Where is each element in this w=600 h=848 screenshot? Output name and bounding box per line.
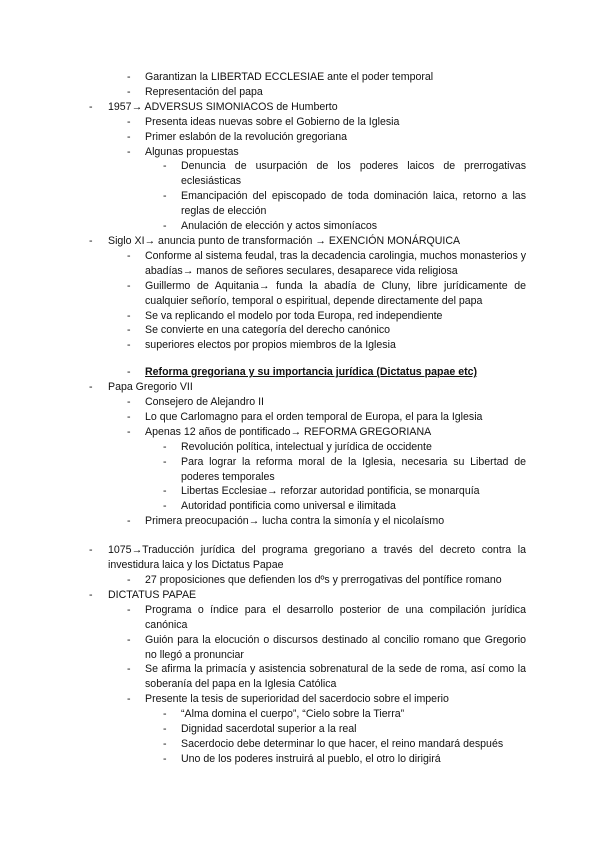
bullet-dash: -: [163, 220, 167, 233]
bullet-dash: -: [89, 381, 93, 394]
bullet-dash: -: [127, 145, 131, 158]
list-item: [0, 603, 600, 633]
bullet-dash: -: [127, 130, 131, 143]
list-item: [0, 722, 600, 737]
list-item-text: Emancipación del episcopado de toda dominación laica, retorno a las reglas de elección: [181, 190, 526, 218]
list-item-text: Uno de los poderes instruirá al pueblo, el otro lo dirigirá: [181, 752, 441, 765]
bullet-dash: -: [127, 279, 131, 292]
list-item-text: Conforme al sistema feudal, tras la decadencia carolingia, muchos monasterios y abadías→ manos de señores seculares, desaparece vida religiosa: [145, 249, 526, 277]
list-item-text: Para lograr la reforma moral de la Iglesia, necesaria su Libertad de poderes temporales: [181, 455, 526, 483]
bullet-dash: -: [163, 500, 167, 513]
list-item: [0, 588, 600, 603]
list-item: [0, 219, 600, 234]
bullet-dash: -: [127, 249, 131, 262]
section-heading: [0, 365, 600, 380]
bullet-dash: -: [127, 410, 131, 423]
list-item: [0, 752, 600, 767]
list-item-text: Dignidad sacerdotal superior a la real: [181, 723, 357, 736]
list-item-text: Presenta ideas nuevas sobre el Gobierno de la Iglesia: [145, 115, 400, 128]
list-item: [0, 425, 600, 440]
bullet-dash: -: [127, 366, 131, 379]
bullet-dash: -: [163, 160, 167, 173]
bullet-dash: -: [163, 737, 167, 750]
list-item-text: Se afirma la primacía y asistencia sobrenatural de la sede de roma, así como la soberanía del papa en la Iglesia Católica: [145, 663, 526, 691]
bullet-dash: -: [127, 396, 131, 409]
list-item-text: Revolución política, intelectual y jurídica de occidente: [181, 440, 432, 453]
list-item: [0, 85, 600, 100]
list-item-text: Guión para la elocución o discursos destinado al concilio romano que Gregorio no llegó a pronunciar: [145, 633, 526, 661]
list-item: [0, 440, 600, 455]
list-item: [0, 514, 600, 529]
bullet-dash: -: [127, 633, 131, 646]
list-item-text: Papa Gregorio VII: [108, 381, 193, 394]
list-item-text: Reforma gregoriana y su importancia jurídica (Dictatus papae etc): [145, 366, 478, 379]
bullet-dash: -: [127, 309, 131, 322]
bullet-dash: -: [127, 85, 131, 98]
bullet-dash: -: [163, 723, 167, 736]
list-item: [0, 279, 600, 309]
list-item-text: Anulación de elección y actos simoníacos: [181, 220, 378, 233]
bullet-dash: -: [163, 455, 167, 468]
list-item: [0, 692, 600, 707]
blank-line: [0, 529, 600, 543]
list-item-text: Programa o índice para el desarrollo posterior de una compilación jurídica canónica: [145, 603, 526, 631]
list-item: [0, 395, 600, 410]
bullet-dash: -: [89, 544, 93, 557]
list-item-text: Se va replicando el modelo por toda Europa, red independiente: [145, 309, 443, 322]
bullet-dash: -: [89, 588, 93, 601]
list-item: [0, 249, 600, 279]
bullet-dash: -: [127, 574, 131, 586]
list-item-text: Algunas propuestas: [145, 145, 239, 158]
list-item: [0, 309, 600, 324]
list-item: [0, 234, 600, 249]
list-item: [0, 145, 600, 160]
bullet-dash: -: [127, 663, 131, 676]
list-item: [0, 323, 600, 338]
list-item: [0, 543, 600, 573]
list-item: [0, 662, 600, 692]
list-item-text: Representación del papa: [145, 85, 263, 98]
list-item-text: Apenas 12 años de pontificado→ REFORMA GREGORIANA: [145, 425, 432, 438]
list-item: [0, 633, 600, 663]
bullet-dash: -: [163, 485, 167, 498]
list-item: [0, 410, 600, 425]
list-item-text: 1075→Traducción jurídica del programa gregoriano a través del decreto contra la investidura laica y los Dictatus Papae: [108, 544, 526, 572]
bullet-dash: -: [127, 425, 131, 438]
bullet-dash: -: [127, 115, 131, 128]
list-item: [0, 707, 600, 722]
blank-line: [0, 353, 600, 365]
list-item: [0, 455, 600, 485]
list-item-text: Autoridad pontificia como universal e ilimitada: [181, 500, 396, 513]
list-item: [0, 100, 600, 115]
list-item-text: superiores electos por propios miembros de la Iglesia: [145, 339, 396, 352]
bullet-dash: -: [127, 603, 131, 616]
list-item: [0, 159, 600, 189]
bullet-dash: -: [127, 71, 131, 83]
bullet-dash: -: [163, 752, 167, 765]
list-item-text: Garantizan la LIBERTAD ECCLESIAE ante el poder temporal: [145, 71, 434, 83]
list-item: [0, 70, 600, 85]
list-item-text: DICTATUS PAPAE: [108, 588, 197, 601]
bullet-dash: -: [127, 339, 131, 352]
list-item-text: Se convierte en una categoría del derecho canónico: [145, 324, 391, 337]
bullet-dash: -: [89, 100, 93, 113]
bullet-dash: -: [127, 515, 131, 528]
bullet-dash: -: [163, 708, 167, 721]
list-item-text: “Alma domina el cuerpo”, “Cielo sobre la Tierra”: [181, 708, 405, 721]
list-item-text: Siglo XI→ anuncia punto de transformación → EXENCIÓN MONÁRQUICA: [108, 234, 461, 247]
list-item-text: 27 proposiciones que defienden los dºs y prerrogativas del pontífice romano: [145, 574, 502, 586]
bullet-dash: -: [89, 234, 93, 247]
list-item: [0, 484, 600, 499]
list-item-text: 1957→ ADVERSUS SIMONIACOS de Humberto: [108, 100, 338, 113]
list-item: [0, 737, 600, 752]
list-item-text: Lo que Carlomagno para el orden temporal de Europa, el para la Iglesia: [145, 410, 483, 423]
bullet-dash: -: [127, 693, 131, 706]
bullet-dash: -: [163, 190, 167, 203]
list-item-text: Guillermo de Aquitania→ funda la abadía de Cluny, libre jurídicamente de cualquier señorío, temporal o espiritual, depende directamente del papa: [145, 279, 526, 307]
list-item-text: Libertas Ecclesiae→ reforzar autoridad pontificia, se monarquía: [181, 485, 480, 498]
list-item: [0, 115, 600, 130]
list-item: [0, 130, 600, 145]
list-item: [0, 573, 600, 588]
bullet-dash: -: [127, 324, 131, 337]
list-item-text: Presente la tesis de superioridad del sacerdocio sobre el imperio: [145, 693, 449, 706]
list-item: [0, 499, 600, 514]
list-item-text: Primera preocupación→ lucha contra la simonía y el nicolaísmo: [145, 515, 445, 528]
bullet-dash: -: [163, 440, 167, 453]
list-item: [0, 189, 600, 219]
list-item: [0, 338, 600, 353]
document-page: [0, 70, 600, 767]
list-item-text: Denuncia de usurpación de los poderes laicos de prerrogativas eclesiásticas: [181, 160, 526, 188]
list-item-text: Primer eslabón de la revolución gregoriana: [145, 130, 347, 143]
list-item: [0, 380, 600, 395]
list-item-text: Consejero de Alejandro II: [145, 396, 264, 409]
list-item-text: Sacerdocio debe determinar lo que hacer, el reino mandará después: [181, 737, 504, 750]
